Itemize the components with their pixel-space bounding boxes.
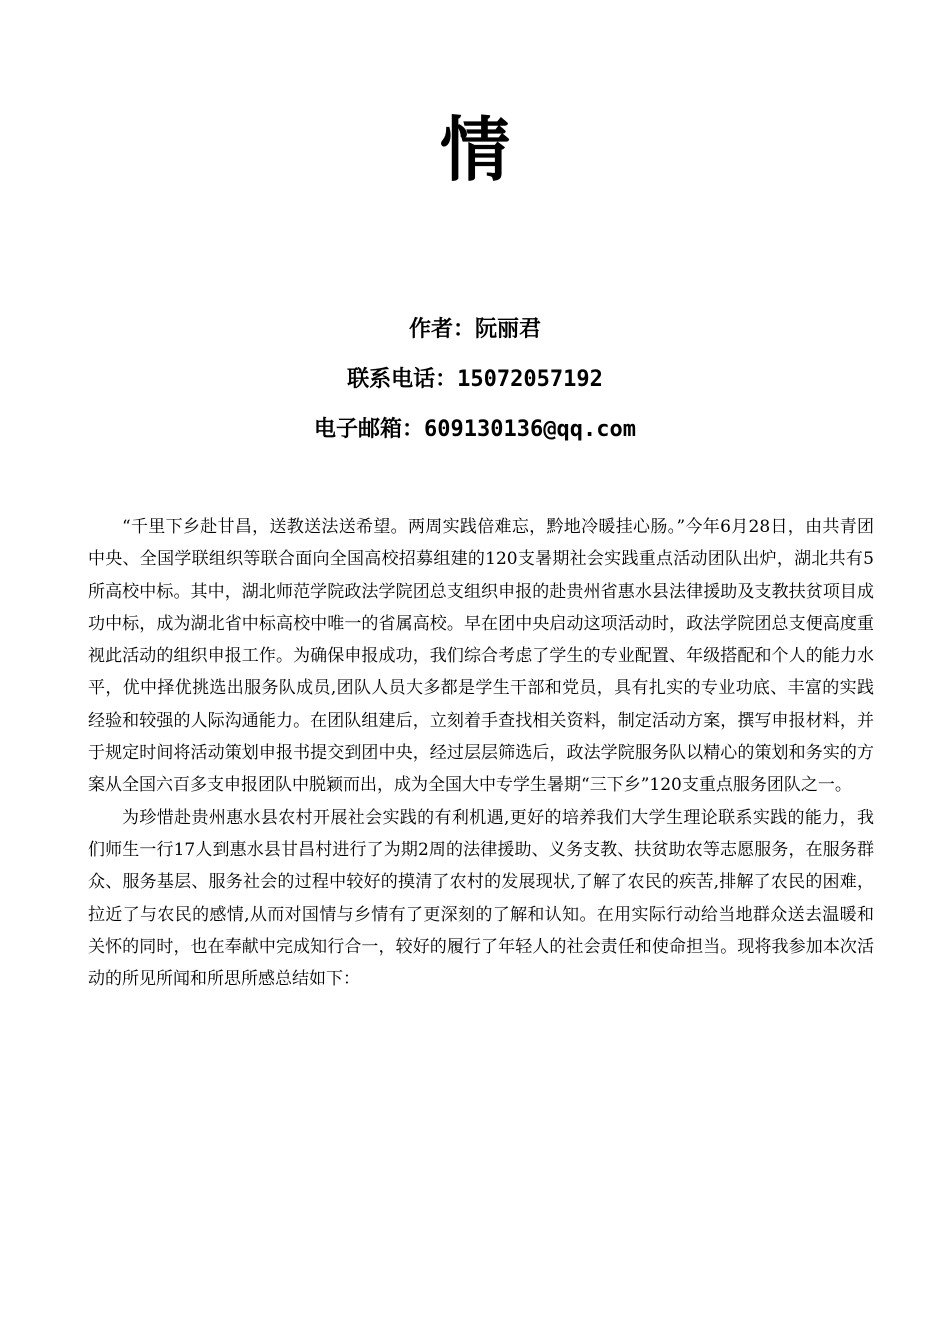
document-body [88, 511, 874, 995]
author-info [0, 305, 950, 455]
author-line: 作者：阮丽君 [408, 317, 541, 342]
paragraph-1: “千里下乡赴甘昌，送教送法送希望。两周实践倍难忘，黔地冷暖挂心肠。”今年6月28日，由共青团中央、全国学联组织等联合面向全国高校招募组建的120支暑期社会实践重点活动团队出炉，湖北共有5所高校中标。其中，湖北师范学院政法学院团总支组织申报的赴贵州省惠水县法律援助及支教扶贫项目成功中标，成为湖北省中标高校中唯一的省属高校。早在团中央启动这项活动时，政法学院团总支便高度重视此活动的组织申报工作。为确保申报成功，我们综合考虑了学生的专业配置、年级搭配和个人的能力水平，优中择优挑选出服务队成员,团队人员大多都是学生干部和党员，具有扎实的专业功底、丰富的实践经验和较强的人际沟通能力。在团队组建后，立刻着手查找相关资料，制定活动方案，撰写申报材料，并于规定时间将活动策划申报书提交到团中央，经过层层筛选后，政法学院服务队以精心的策划和务实的方案从全国六百多支申报团队中脱颖而出，成为全国大中专学生暑期“三下乡”120支重点服务团队之一。 [88, 517, 874, 796]
phone-line: 联系电话：15072057192 [347, 367, 603, 392]
paragraph-2: 为珍惜赴贵州惠水县农村开展社会实践的有利机遇,更好的培养我们大学生理论联系实践的能力，我们师生一行17人到惠水县甘昌村进行了为期2周的法律援助、义务支教、扶贫助农等志愿服务，在服务群众、服务基层、服务社会的过程中较好的摸清了农村的发展现状,了解了农民的疾苦,排解了农民的困难，拉近了与农民的感情,从而对国情与乡情有了更深刻的了解和认知。在用实际行动给当地群众送去温暖和关怀的同时，也在奉献中完成知行合一，较好的履行了年轻人的社会责任和使命担当。现将我参加本次活动的所见所闻和所思所感总结如下： [88, 807, 874, 990]
email-line: 电子邮箱：609130136@qq.com [314, 417, 636, 442]
document-title: 情 [440, 108, 510, 191]
